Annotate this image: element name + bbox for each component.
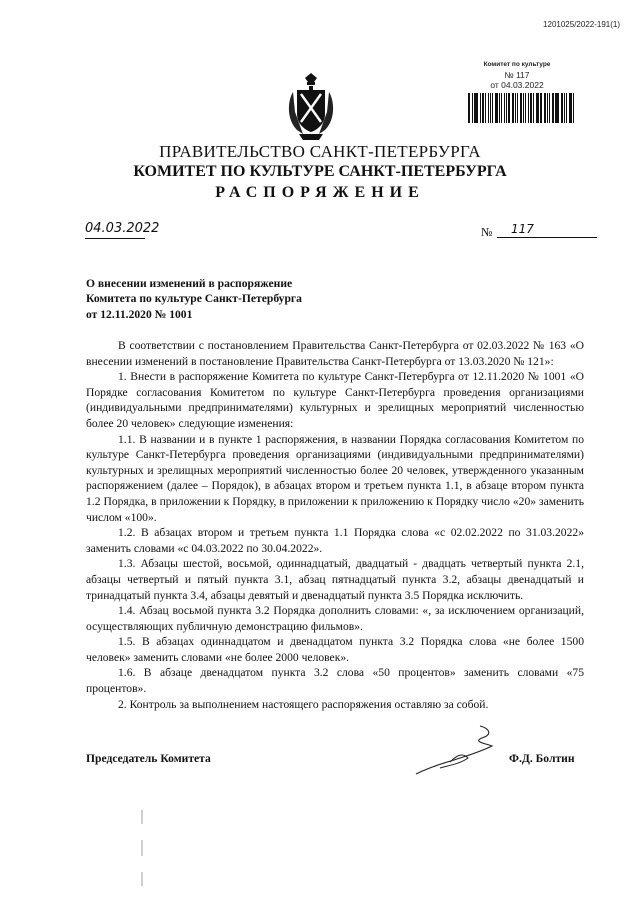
paragraph-1-3: 1.3. Абзацы шестой, восьмой, одиннадцатый, двадцатый - двадцать четвертый пункта 2.1, абзацы четвертый и пятый пункта 3.1, абзац пятнадцатый пункта 3.2, абзацы двенадцатый и тринадцатый пункта 3.4, абзацы девятый и двенадцатый пункта 3.5 Порядка исключить. xyxy=(86,557,584,602)
signer-name: Ф.Д. Болтин xyxy=(509,752,575,765)
paragraph-1: 1. Внести в распоряжение Комитета по культуре Санкт-Петербурга от 12.11.2020 № 1001 «О Порядке согласования Комитетом по культуре Санкт-Петербурга проведения организациями (индивидуальными предпринимателями) культурных и зрелищных мероприятий численностью более 20 человек» следующие изменения: xyxy=(86,370,584,430)
stamp-line-1: Комитет по культуре xyxy=(483,61,551,68)
signer-position: Председатель Комитета xyxy=(86,752,211,765)
barcode xyxy=(468,93,576,123)
barcode-bar xyxy=(541,93,542,123)
barcode-bar xyxy=(540,93,541,123)
barcode-bar xyxy=(501,93,503,123)
barcode-bar xyxy=(472,93,473,123)
paragraph-1-2: 1.2. В абзацах втором и третьем пункта 1.1 Порядка слова «с 02.02.2022 по 31.03.2022» заменить словами «с 04.03.2022 по 30.04.2022». xyxy=(86,526,584,555)
barcode-bar xyxy=(561,93,563,123)
paragraph-1-4: 1.4. Абзац восьмой пункта 3.2 Порядка дополнить словами: «, за исключением организаций, осуществляющих публичную демонстрацию фильмов». xyxy=(86,604,584,633)
paragraph-2: 2. Контроль за выполнением настоящего распоряжения оставляю за собой. xyxy=(118,697,489,711)
barcode-bar xyxy=(525,93,526,123)
barcode-bar xyxy=(485,93,487,123)
barcode-bar xyxy=(475,93,478,123)
barcode-bar xyxy=(556,93,559,123)
barcode-bar xyxy=(528,93,530,123)
paragraph-1-5: 1.5. В абзацах одиннадцатом и двенадцатом пункта 3.2 Порядка слова «не более 1500 человек» заменить словами «не более 2000 человек». xyxy=(86,635,584,664)
barcode-bar xyxy=(474,93,475,123)
barcode-bar xyxy=(480,93,481,123)
document-body xyxy=(86,338,584,712)
paragraph-1-1: 1.1. В названии и в пункте 1 распоряжения, в названии Порядка согласования Комитетом по культуре Санкт-Петербурга проведения организациями (индивидуальными предпринимателями) культурных и зрелищных мероприятий численностью более 20 человек, утвержденного указанным распоряжением (далее – Порядок), в абзацах втором и третьем пункта 1.1, в абзаце втором пункта 1.2 Порядка, в приложении к Порядку, в приложении к приложению к Порядку число «20» заменить числом «100». xyxy=(86,432,584,524)
barcode-bar xyxy=(555,93,556,123)
barcode-bar xyxy=(515,93,516,123)
paragraph-preamble: В соответствии с постановлением Правительства Санкт-Петербурга от 02.03.2022 № 163 «О внесении изменений в постановление Правительства Санкт-Петербурга от 13.03.2020 № 121»: xyxy=(86,339,584,368)
barcode-bar xyxy=(468,93,470,123)
barcode-bar xyxy=(482,93,484,123)
subject-line-2: Комитета по культуре Санкт-Петербурга xyxy=(86,292,302,306)
document-type-title: РАСПОРЯЖЕНИЕ xyxy=(215,184,425,201)
document-date: 04.03.2022 xyxy=(85,222,145,239)
barcode-bar xyxy=(523,93,524,123)
document-subject xyxy=(86,276,386,322)
registration-stamp xyxy=(462,60,572,90)
stamp-line-2: № 117 xyxy=(504,70,530,80)
barcode-bar xyxy=(573,93,574,123)
barcode-bar xyxy=(508,93,510,123)
subject-line-1: О внесении изменений в распоряжение xyxy=(86,277,293,290)
barcode-bar xyxy=(490,93,491,123)
barcode-bar xyxy=(504,93,505,123)
barcode-bar xyxy=(506,93,507,123)
stamp-line-3: от 04.03.2022 xyxy=(490,80,544,90)
committee-title: КОМИТЕТ ПО КУЛЬТУРЕ САНКТ-ПЕТЕРБУРГА xyxy=(133,163,507,180)
government-title: ПРАВИТЕЛЬСТВО САНКТ-ПЕТЕРБУРГА xyxy=(159,142,481,161)
barcode-bar xyxy=(488,93,489,123)
barcode-bar xyxy=(530,93,532,123)
barcode-bar xyxy=(520,93,522,123)
coat-of-arms-icon xyxy=(283,72,339,142)
document-number: 117 xyxy=(497,222,597,238)
barcode-bar xyxy=(517,93,518,123)
barcode-bar xyxy=(549,93,550,123)
barcode-bar xyxy=(552,93,554,123)
document-id: 1201025/2022-191(1) xyxy=(543,20,620,29)
barcode-bar xyxy=(499,93,500,123)
barcode-bar xyxy=(544,93,546,123)
handwritten-signature xyxy=(410,722,510,782)
barcode-bar xyxy=(495,93,498,123)
paragraph-1-6: 1.6. В абзаце двенадцатом пункта 3.2 слова «50 процентов» заменить словами «75 процентов». xyxy=(86,666,584,696)
barcode-bar xyxy=(533,93,534,123)
barcode-bar xyxy=(492,93,493,123)
barcode-bar xyxy=(564,93,565,123)
barcode-bar xyxy=(536,93,539,123)
barcode-bar xyxy=(512,93,515,123)
barcode-bar xyxy=(547,93,548,123)
subject-line-3: от 12.11.2020 № 1001 xyxy=(86,307,193,321)
barcode-bar xyxy=(570,93,572,123)
barcode-bar xyxy=(569,93,570,123)
barcode-bar xyxy=(566,93,567,123)
number-label: № xyxy=(481,225,493,239)
scan-artifact-marks xyxy=(132,810,152,900)
